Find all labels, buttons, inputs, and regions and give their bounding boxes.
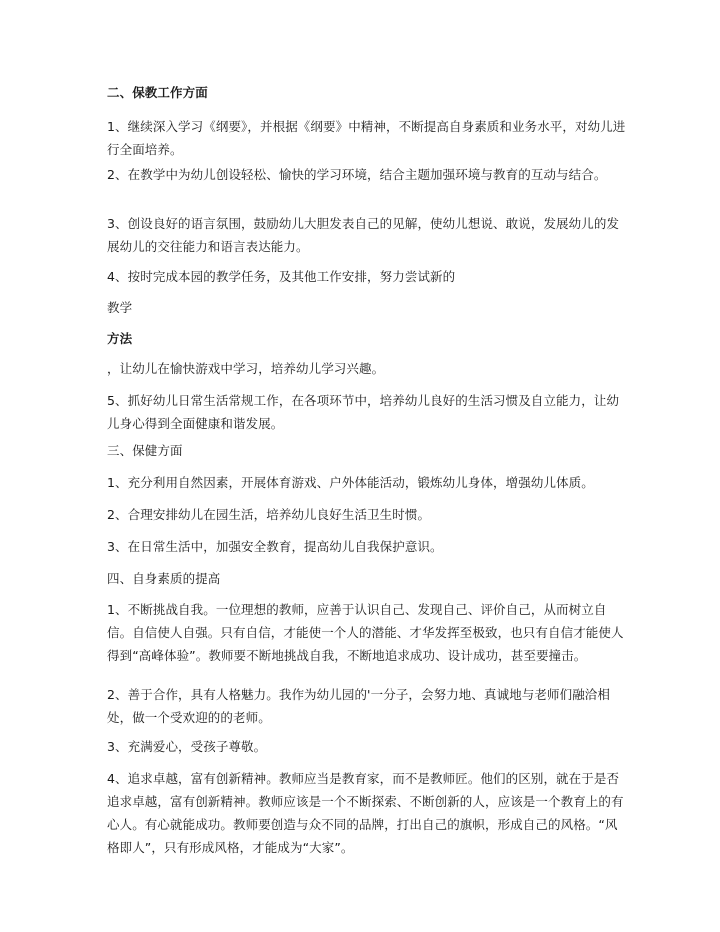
section-3-title: 三、保健方面 <box>107 443 183 458</box>
section-3-item-3: 3、在日常生活中，加强安全教育，提高幼儿自我保护意识。 <box>107 539 443 554</box>
section-2-item-4: 4、按时完成本园的教学任务，及其他工作安排，努力尝试新的 <box>107 269 456 284</box>
section-4-item-3: 3、充满爱心，受孩子尊敬。 <box>107 739 267 754</box>
section-4-item-4: 4、追求卓越，富有创新精神。教师应当是教育家，而不是教师匠。他们的区别，就在于是否追求卓越，富有创新精神。教师应该是一个不断探索、不断创新的人，应该是一个教育上的有心人。有心就能成功。教师要创造与众不同的品牌，打出自己的旗帜，形成自己的风格。“风格即人”，只有形成风格，才能成为“大家”。 <box>107 771 624 855</box>
section-4-title: 四、自身素质的提高 <box>107 571 221 586</box>
section-2-item-4-word-teaching: 教学 <box>107 300 133 315</box>
section-2-item-2: 2、在教学中为幼儿创设轻松、愉快的学习环境，结合主题加强环境与教育的互动与结合。 <box>107 167 607 182</box>
section-4-item-1: 1、不断挑战自我。一位理想的教师，应善于认识自己、发现自己、评价自己，从而树立自信。自信使人自强。只有自信，才能使一个人的潜能、才华发挥至极致，也只有自信才能使人得到“高峰体验”。教师要不断地挑战自我，不断地追求成功、设计成功，甚至要撞击。 <box>107 602 624 663</box>
section-2-item-1: 1、继续深入学习《纲要》，并根据《纲要》中精神，不断提高自身素质和业务水平，对幼儿进行全面培养。 <box>107 119 626 157</box>
section-2-item-4-word-method: 方法 <box>107 331 133 346</box>
section-2-item-4-continuation: ，让幼儿在愉快游戏中学习，培养幼儿学习兴趣。 <box>107 361 385 376</box>
section-3-item-2: 2、合理安排幼儿在园生活，培养幼儿良好生活卫生时惯。 <box>107 507 431 522</box>
section-2-item-3: 3、创设良好的语言氛围，鼓励幼儿大胆发表自己的见解，使幼儿想说、敢说，发展幼儿的发展幼儿的交往能力和语言表达能力。 <box>107 216 620 254</box>
section-2-item-5: 5、抓好幼儿日常生活常规工作，在各项环节中，培养幼儿良好的生活习惯及自立能力，让幼儿身心得到全面健康和谐发展。 <box>107 393 620 431</box>
section-2-title: 二、保教工作方面 <box>107 85 208 100</box>
section-4-item-2: 2、善于合作，具有人格魅力。我作为幼儿园的'一分子，会努力地、真诚地与老师们融洽相处，做一个受欢迎的的老师。 <box>107 687 610 725</box>
section-3-item-1: 1、充分利用自然因素，开展体育游戏、户外体能活动，锻炼幼儿身体，增强幼儿体质。 <box>107 475 594 490</box>
